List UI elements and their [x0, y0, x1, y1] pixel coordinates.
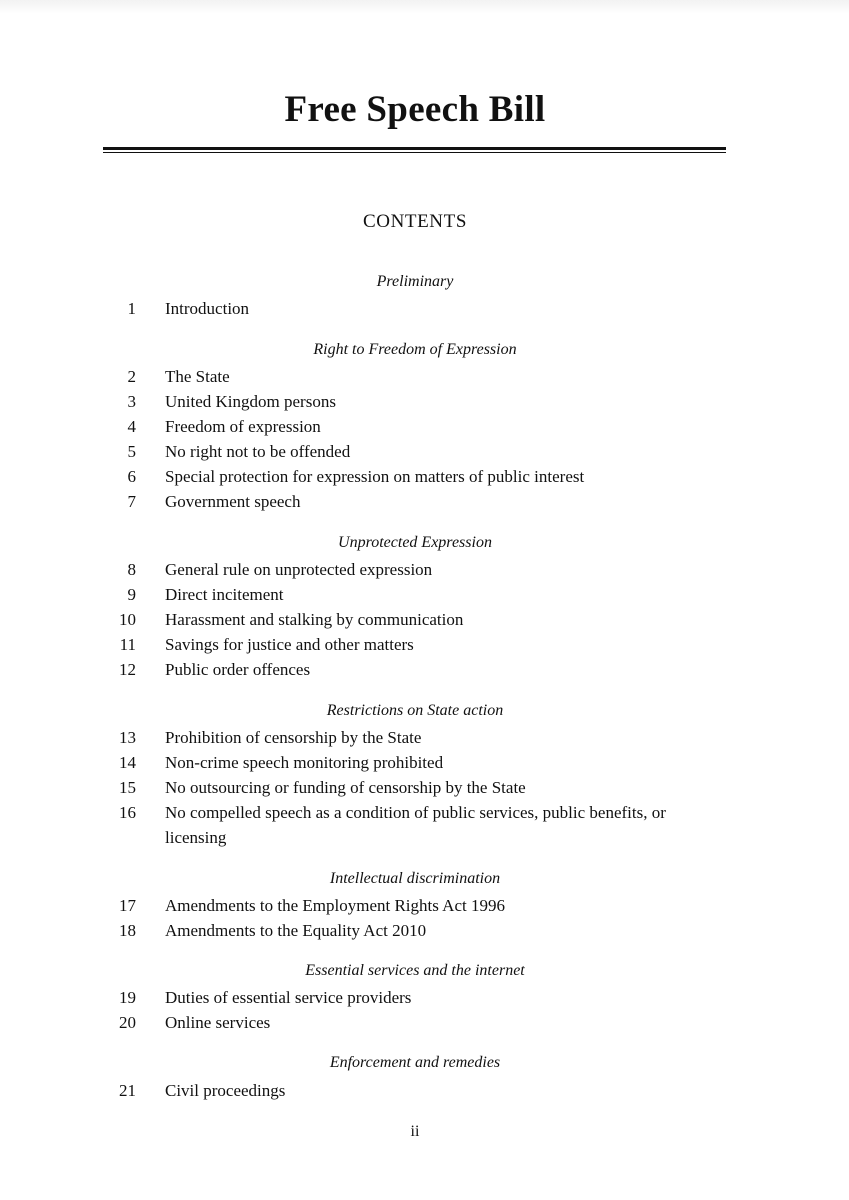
- entry-number: 17: [119, 896, 136, 915]
- entry-number: 12: [119, 660, 136, 679]
- entry-title: Direct incitement: [165, 585, 284, 604]
- entry-title: Duties of essential service providers: [165, 988, 412, 1007]
- entry-title: The State: [165, 367, 230, 386]
- section-heading-preliminary: Preliminary: [376, 273, 454, 290]
- page-top-shadow: [0, 0, 849, 14]
- entry-number: 10: [119, 610, 136, 629]
- entry-number: 11: [119, 635, 136, 654]
- page-number: ii: [410, 1123, 420, 1140]
- entry-title: Freedom of expression: [165, 417, 321, 436]
- entry-title: Online services: [165, 1013, 271, 1032]
- section-heading-essential-services: Essential services and the internet: [305, 962, 525, 979]
- entry-title: No compelled speech as a condition of public services, public benefits, or: [165, 803, 666, 822]
- entry-number: 21: [119, 1081, 136, 1100]
- section-heading-restrictions-on-state-action: Restrictions on State action: [326, 702, 504, 719]
- entry-title: Non-crime speech monitoring prohibited: [165, 753, 444, 772]
- title-rule-thick: [103, 147, 726, 150]
- entry-number: 2: [127, 367, 136, 386]
- entry-title: Prohibition of censorship by the State: [165, 728, 422, 747]
- entry-title: Civil proceedings: [165, 1081, 286, 1100]
- entry-number: 13: [119, 728, 136, 747]
- entry-number: 5: [127, 442, 136, 461]
- title-rule-thin: [103, 152, 726, 153]
- bill-title: Free Speech Bill: [284, 89, 546, 130]
- entry-title: Introduction: [165, 299, 250, 318]
- entry-number: 18: [119, 921, 136, 940]
- entry-number: 16: [119, 803, 136, 822]
- section-heading-right-to-freedom-of-expression: Right to Freedom of Expression: [313, 341, 517, 358]
- section-heading-intellectual-discrimination: Intellectual discrimination: [329, 870, 501, 887]
- entry-title: Amendments to the Employment Rights Act 1996: [165, 896, 505, 915]
- entry-title: United Kingdom persons: [165, 392, 336, 411]
- entry-number: 3: [127, 392, 136, 411]
- entry-number: 1: [127, 299, 136, 318]
- entry-number: 4: [127, 417, 136, 436]
- contents-heading: CONTENTS: [362, 211, 468, 232]
- entry-number: 14: [119, 753, 136, 772]
- entry-number: 15: [119, 778, 136, 797]
- entry-title: Government speech: [165, 492, 301, 511]
- entry-number: 8: [127, 560, 136, 579]
- entry-title: No right not to be offended: [165, 442, 351, 461]
- entry-title: General rule on unprotected expression: [165, 560, 433, 579]
- entry-number: 6: [127, 467, 136, 486]
- entry-number: 19: [119, 988, 136, 1007]
- entry-title: Public order offences: [165, 660, 311, 679]
- entry-title: No outsourcing or funding of censorship by the State: [165, 778, 526, 797]
- section-heading-unprotected-expression: Unprotected Expression: [338, 534, 492, 551]
- entry-number: 7: [127, 492, 136, 511]
- entry-title: Savings for justice and other matters: [165, 635, 414, 654]
- section-heading-enforcement-and-remedies: Enforcement and remedies: [329, 1054, 501, 1071]
- entry-title: Special protection for expression on matters of public interest: [165, 467, 585, 486]
- entry-title-continued: licensing: [165, 828, 227, 847]
- entry-number: 9: [127, 585, 136, 604]
- entry-number: 20: [119, 1013, 136, 1032]
- entry-title: Harassment and stalking by communication: [165, 610, 464, 629]
- entry-title: Amendments to the Equality Act 2010: [165, 921, 427, 940]
